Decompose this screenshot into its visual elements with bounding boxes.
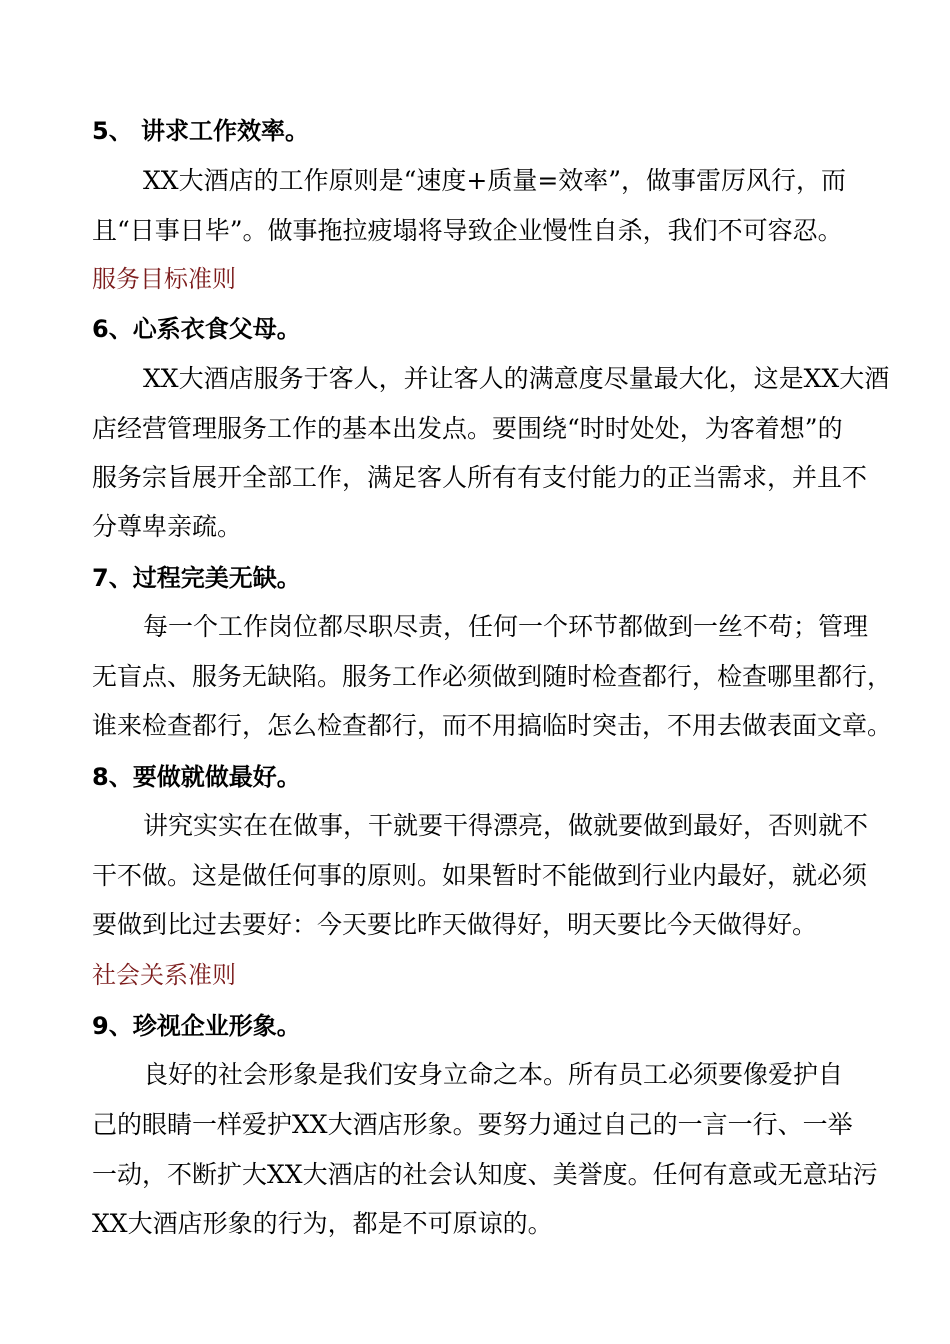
section-heading-service: 服务目标准则 bbox=[92, 265, 236, 293]
item-8-text-line-3: 要做到比过去要好：今天要比昨天做得好，明天要比今天做得好。 bbox=[92, 910, 818, 939]
item-7-heading: 7、过程完美无缺。 bbox=[92, 564, 301, 592]
item-8-text-line-2: 干不做。这是做任何事的原则。如果暂时不能做到行业内最好，就必须 bbox=[92, 861, 868, 890]
item-5-heading: 5、 讲求工作效率。 bbox=[92, 117, 310, 145]
item-5-text-line-2: 且“日事日毕”。做事拖拉疲塌将导致企业慢性自杀，我们不可容忍。 bbox=[92, 216, 843, 245]
item-9-heading: 9、珍视企业形象。 bbox=[92, 1012, 301, 1040]
item-6-text-line-1: XX大酒店服务于客人，并让客人的满意度尽量最大化，这是XX大酒 bbox=[143, 364, 890, 393]
item-9-text-line-1: 良好的社会形象是我们安身立命之本。所有员工必须要像爱护自 bbox=[143, 1060, 844, 1089]
item-6-text-line-3: 服务宗旨展开全部工作，满足客人所有有支付能力的正当需求，并且不 bbox=[92, 463, 868, 492]
item-6-text-line-2: 店经营管理服务工作的基本出发点。要围绕“时时处处，为客着想”的 bbox=[92, 414, 843, 443]
item-5-text-line-1: XX大酒店的工作原则是“速度+质量=效率”，做事雷厉风行，而 bbox=[143, 166, 847, 195]
section-heading-social: 社会关系准则 bbox=[92, 961, 236, 989]
item-9-text-line-2: 己的眼睛一样爱护XX大酒店形象。要努力通过自己的一言一行、一举 bbox=[92, 1110, 853, 1139]
item-7-text-line-1: 每一个工作岗位都尽职尽责，任何一个环节都做到一丝不苟；管理 bbox=[143, 612, 869, 641]
item-6-text-line-4: 分尊卑亲疏。 bbox=[92, 512, 243, 541]
item-8-text-line-1: 讲究实实在在做事，干就要干得漂亮，做就要做到最好，否则就不 bbox=[143, 811, 869, 840]
item-6-heading: 6、心系衣食父母。 bbox=[92, 315, 301, 343]
item-7-text-line-3: 谁来检查都行，怎么检查都行，而不用搞临时突击，不用去做表面文章。 bbox=[92, 711, 893, 740]
item-9-text-line-4: XX大酒店形象的行为，都是不可原谅的。 bbox=[92, 1209, 553, 1238]
item-8-heading: 8、要做就做最好。 bbox=[92, 763, 301, 791]
item-9-text-line-3: 一动，不断扩大XX大酒店的社会认知度、美誉度。任何有意或无意玷污 bbox=[92, 1160, 878, 1189]
item-7-text-line-2: 无盲点、服务无缺陷。服务工作必须做到随时检查都行，检查哪里都行， bbox=[92, 662, 893, 691]
